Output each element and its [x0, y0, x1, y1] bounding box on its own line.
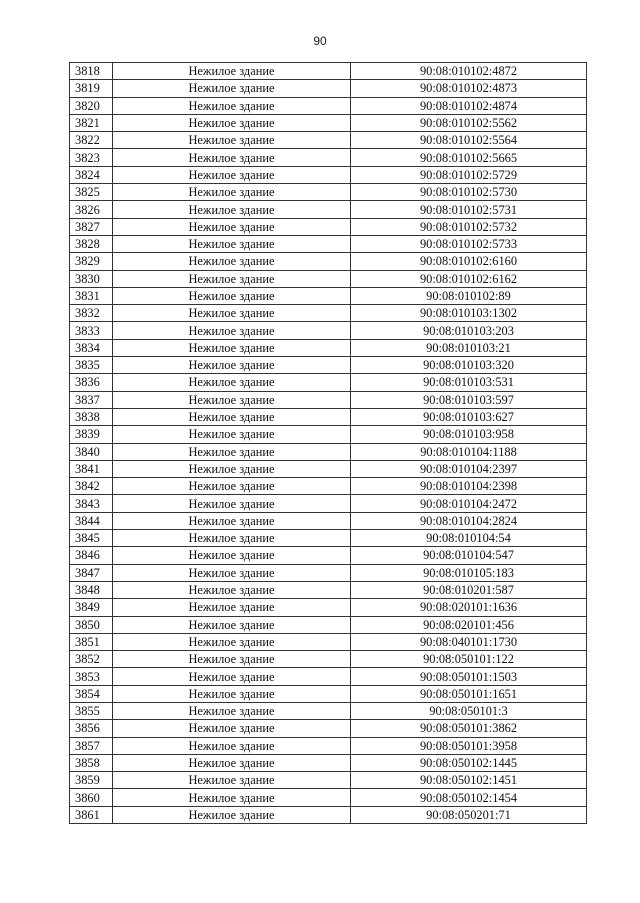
- row-number-cell: 3840: [70, 443, 113, 460]
- row-number-cell: 3824: [70, 166, 113, 183]
- object-type-cell: Нежилое здание: [113, 512, 351, 529]
- cadastral-number-cell: 90:08:010104:2472: [351, 495, 587, 512]
- row-number-cell: 3860: [70, 789, 113, 806]
- cadastral-number-cell: 90:08:010102:5564: [351, 132, 587, 149]
- cadastral-number-cell: 90:08:010103:597: [351, 391, 587, 408]
- object-type-cell: Нежилое здание: [113, 478, 351, 495]
- table-row: [70, 789, 587, 806]
- table-row: [70, 772, 587, 789]
- row-number-cell: 3820: [70, 97, 113, 114]
- object-type-cell: Нежилое здание: [113, 616, 351, 633]
- cadastral-number-cell: 90:08:010104:547: [351, 547, 587, 564]
- row-number-cell: 3841: [70, 460, 113, 477]
- cadastral-number-cell: 90:08:050102:1451: [351, 772, 587, 789]
- table-row: [70, 495, 587, 512]
- object-type-cell: Нежилое здание: [113, 391, 351, 408]
- table-row: [70, 149, 587, 166]
- row-number-cell: 3854: [70, 685, 113, 702]
- object-type-cell: Нежилое здание: [113, 408, 351, 425]
- table-row: [70, 97, 587, 114]
- cadastral-number-cell: 90:08:010102:6162: [351, 270, 587, 287]
- cadastral-number-cell: 90:08:010102:5665: [351, 149, 587, 166]
- row-number-cell: 3837: [70, 391, 113, 408]
- row-number-cell: 3821: [70, 114, 113, 131]
- object-type-cell: Нежилое здание: [113, 633, 351, 650]
- table-row: [70, 685, 587, 702]
- row-number-cell: 3829: [70, 253, 113, 270]
- cadastral-number-cell: 90:08:050102:1445: [351, 754, 587, 771]
- row-number-cell: 3836: [70, 374, 113, 391]
- row-number-cell: 3855: [70, 702, 113, 719]
- table-row: [70, 270, 587, 287]
- object-type-cell: Нежилое здание: [113, 581, 351, 598]
- table-row: [70, 737, 587, 754]
- row-number-cell: 3833: [70, 322, 113, 339]
- table-row: [70, 184, 587, 201]
- row-number-cell: 3858: [70, 754, 113, 771]
- row-number-cell: 3835: [70, 357, 113, 374]
- table-row: [70, 235, 587, 252]
- cadastral-number-cell: 90:08:050201:71: [351, 806, 587, 823]
- cadastral-number-cell: 90:08:010102:4874: [351, 97, 587, 114]
- table-row: [70, 443, 587, 460]
- cadastral-number-cell: 90:08:050101:3862: [351, 720, 587, 737]
- table-row: [70, 114, 587, 131]
- table-row: [70, 530, 587, 547]
- object-type-cell: Нежилое здание: [113, 460, 351, 477]
- object-type-cell: Нежилое здание: [113, 80, 351, 97]
- table-row: [70, 63, 587, 80]
- cadastral-number-cell: 90:08:010102:4873: [351, 80, 587, 97]
- object-type-cell: Нежилое здание: [113, 374, 351, 391]
- cadastral-number-cell: 90:08:010103:21: [351, 339, 587, 356]
- cadastral-number-cell: 90:08:010103:531: [351, 374, 587, 391]
- row-number-cell: 3846: [70, 547, 113, 564]
- object-type-cell: Нежилое здание: [113, 339, 351, 356]
- row-number-cell: 3843: [70, 495, 113, 512]
- object-type-cell: Нежилое здание: [113, 530, 351, 547]
- cadastral-number-cell: 90:08:010102:5733: [351, 235, 587, 252]
- cadastral-number-cell: 90:08:010103:627: [351, 408, 587, 425]
- row-number-cell: 3832: [70, 305, 113, 322]
- object-type-cell: Нежилое здание: [113, 702, 351, 719]
- object-type-cell: Нежилое здание: [113, 806, 351, 823]
- table-row: [70, 80, 587, 97]
- table-row: [70, 651, 587, 668]
- object-type-cell: Нежилое здание: [113, 149, 351, 166]
- object-type-cell: Нежилое здание: [113, 305, 351, 322]
- table-row: [70, 391, 587, 408]
- object-type-cell: Нежилое здание: [113, 132, 351, 149]
- row-number-cell: 3852: [70, 651, 113, 668]
- row-number-cell: 3851: [70, 633, 113, 650]
- table-row: [70, 287, 587, 304]
- object-type-cell: Нежилое здание: [113, 201, 351, 218]
- cadastral-number-cell: 90:08:010104:54: [351, 530, 587, 547]
- cadastral-number-cell: 90:08:010104:2824: [351, 512, 587, 529]
- table-row: [70, 512, 587, 529]
- object-type-cell: Нежилое здание: [113, 253, 351, 270]
- table-row: [70, 616, 587, 633]
- table-row: [70, 253, 587, 270]
- cadastral-number-cell: 90:08:050101:3: [351, 702, 587, 719]
- table-row: [70, 339, 587, 356]
- table-row: [70, 408, 587, 425]
- row-number-cell: 3850: [70, 616, 113, 633]
- table-row: [70, 633, 587, 650]
- cadastral-number-cell: 90:08:050102:1454: [351, 789, 587, 806]
- table-row: [70, 460, 587, 477]
- row-number-cell: 3845: [70, 530, 113, 547]
- table-row: [70, 357, 587, 374]
- row-number-cell: 3826: [70, 201, 113, 218]
- table-row: [70, 547, 587, 564]
- cadastral-number-cell: 90:08:010103:1302: [351, 305, 587, 322]
- object-type-cell: Нежилое здание: [113, 270, 351, 287]
- table-body: [70, 63, 587, 824]
- cadastral-number-cell: 90:08:010104:2398: [351, 478, 587, 495]
- row-number-cell: 3839: [70, 426, 113, 443]
- cadastral-number-cell: 90:08:010102:5731: [351, 201, 587, 218]
- cadastral-number-cell: 90:08:050101:1503: [351, 668, 587, 685]
- object-type-cell: Нежилое здание: [113, 97, 351, 114]
- cadastral-number-cell: 90:08:020101:1636: [351, 599, 587, 616]
- row-number-cell: 3818: [70, 63, 113, 80]
- object-type-cell: Нежилое здание: [113, 599, 351, 616]
- table-row: [70, 754, 587, 771]
- object-type-cell: Нежилое здание: [113, 564, 351, 581]
- row-number-cell: 3847: [70, 564, 113, 581]
- cadastral-number-cell: 90:08:020101:456: [351, 616, 587, 633]
- row-number-cell: 3848: [70, 581, 113, 598]
- object-type-cell: Нежилое здание: [113, 789, 351, 806]
- cadastral-number-cell: 90:08:050101:1651: [351, 685, 587, 702]
- object-type-cell: Нежилое здание: [113, 737, 351, 754]
- table-row: [70, 564, 587, 581]
- row-number-cell: 3844: [70, 512, 113, 529]
- cadastral-number-cell: 90:08:010103:958: [351, 426, 587, 443]
- cadastral-number-cell: 90:08:040101:1730: [351, 633, 587, 650]
- object-type-cell: Нежилое здание: [113, 668, 351, 685]
- row-number-cell: 3831: [70, 287, 113, 304]
- row-number-cell: 3830: [70, 270, 113, 287]
- row-number-cell: 3819: [70, 80, 113, 97]
- property-registry-table: [69, 62, 587, 824]
- object-type-cell: Нежилое здание: [113, 754, 351, 771]
- cadastral-number-cell: 90:08:010102:5732: [351, 218, 587, 235]
- object-type-cell: Нежилое здание: [113, 322, 351, 339]
- object-type-cell: Нежилое здание: [113, 495, 351, 512]
- row-number-cell: 3827: [70, 218, 113, 235]
- object-type-cell: Нежилое здание: [113, 114, 351, 131]
- table-row: [70, 478, 587, 495]
- row-number-cell: 3825: [70, 184, 113, 201]
- row-number-cell: 3849: [70, 599, 113, 616]
- object-type-cell: Нежилое здание: [113, 235, 351, 252]
- cadastral-number-cell: 90:08:010103:320: [351, 357, 587, 374]
- table-row: [70, 166, 587, 183]
- cadastral-number-cell: 90:08:050101:3958: [351, 737, 587, 754]
- table-row: [70, 581, 587, 598]
- cadastral-number-cell: 90:08:010102:5729: [351, 166, 587, 183]
- object-type-cell: Нежилое здание: [113, 184, 351, 201]
- table-row: [70, 426, 587, 443]
- row-number-cell: 3842: [70, 478, 113, 495]
- object-type-cell: Нежилое здание: [113, 63, 351, 80]
- row-number-cell: 3838: [70, 408, 113, 425]
- cadastral-number-cell: 90:08:010102:5562: [351, 114, 587, 131]
- object-type-cell: Нежилое здание: [113, 772, 351, 789]
- row-number-cell: 3828: [70, 235, 113, 252]
- table-row: [70, 806, 587, 823]
- row-number-cell: 3857: [70, 737, 113, 754]
- table-row: [70, 218, 587, 235]
- object-type-cell: Нежилое здание: [113, 426, 351, 443]
- row-number-cell: 3861: [70, 806, 113, 823]
- object-type-cell: Нежилое здание: [113, 166, 351, 183]
- object-type-cell: Нежилое здание: [113, 443, 351, 460]
- object-type-cell: Нежилое здание: [113, 651, 351, 668]
- row-number-cell: 3834: [70, 339, 113, 356]
- row-number-cell: 3822: [70, 132, 113, 149]
- table-row: [70, 322, 587, 339]
- row-number-cell: 3853: [70, 668, 113, 685]
- table-row: [70, 201, 587, 218]
- object-type-cell: Нежилое здание: [113, 685, 351, 702]
- cadastral-number-cell: 90:08:010102:89: [351, 287, 587, 304]
- row-number-cell: 3856: [70, 720, 113, 737]
- table-row: [70, 702, 587, 719]
- table-row: [70, 720, 587, 737]
- row-number-cell: 3823: [70, 149, 113, 166]
- table-row: [70, 599, 587, 616]
- cadastral-number-cell: 90:08:010201:587: [351, 581, 587, 598]
- cadastral-number-cell: 90:08:010105:183: [351, 564, 587, 581]
- page-number: 90: [313, 34, 327, 48]
- cadastral-number-cell: 90:08:010103:203: [351, 322, 587, 339]
- object-type-cell: Нежилое здание: [113, 720, 351, 737]
- table-row: [70, 374, 587, 391]
- object-type-cell: Нежилое здание: [113, 357, 351, 374]
- cadastral-number-cell: 90:08:010102:6160: [351, 253, 587, 270]
- table-row: [70, 668, 587, 685]
- row-number-cell: 3859: [70, 772, 113, 789]
- table-row: [70, 132, 587, 149]
- object-type-cell: Нежилое здание: [113, 547, 351, 564]
- cadastral-number-cell: 90:08:010102:5730: [351, 184, 587, 201]
- table-row: [70, 305, 587, 322]
- cadastral-number-cell: 90:08:050101:122: [351, 651, 587, 668]
- object-type-cell: Нежилое здание: [113, 287, 351, 304]
- cadastral-number-cell: 90:08:010104:1188: [351, 443, 587, 460]
- object-type-cell: Нежилое здание: [113, 218, 351, 235]
- cadastral-number-cell: 90:08:010102:4872: [351, 63, 587, 80]
- cadastral-number-cell: 90:08:010104:2397: [351, 460, 587, 477]
